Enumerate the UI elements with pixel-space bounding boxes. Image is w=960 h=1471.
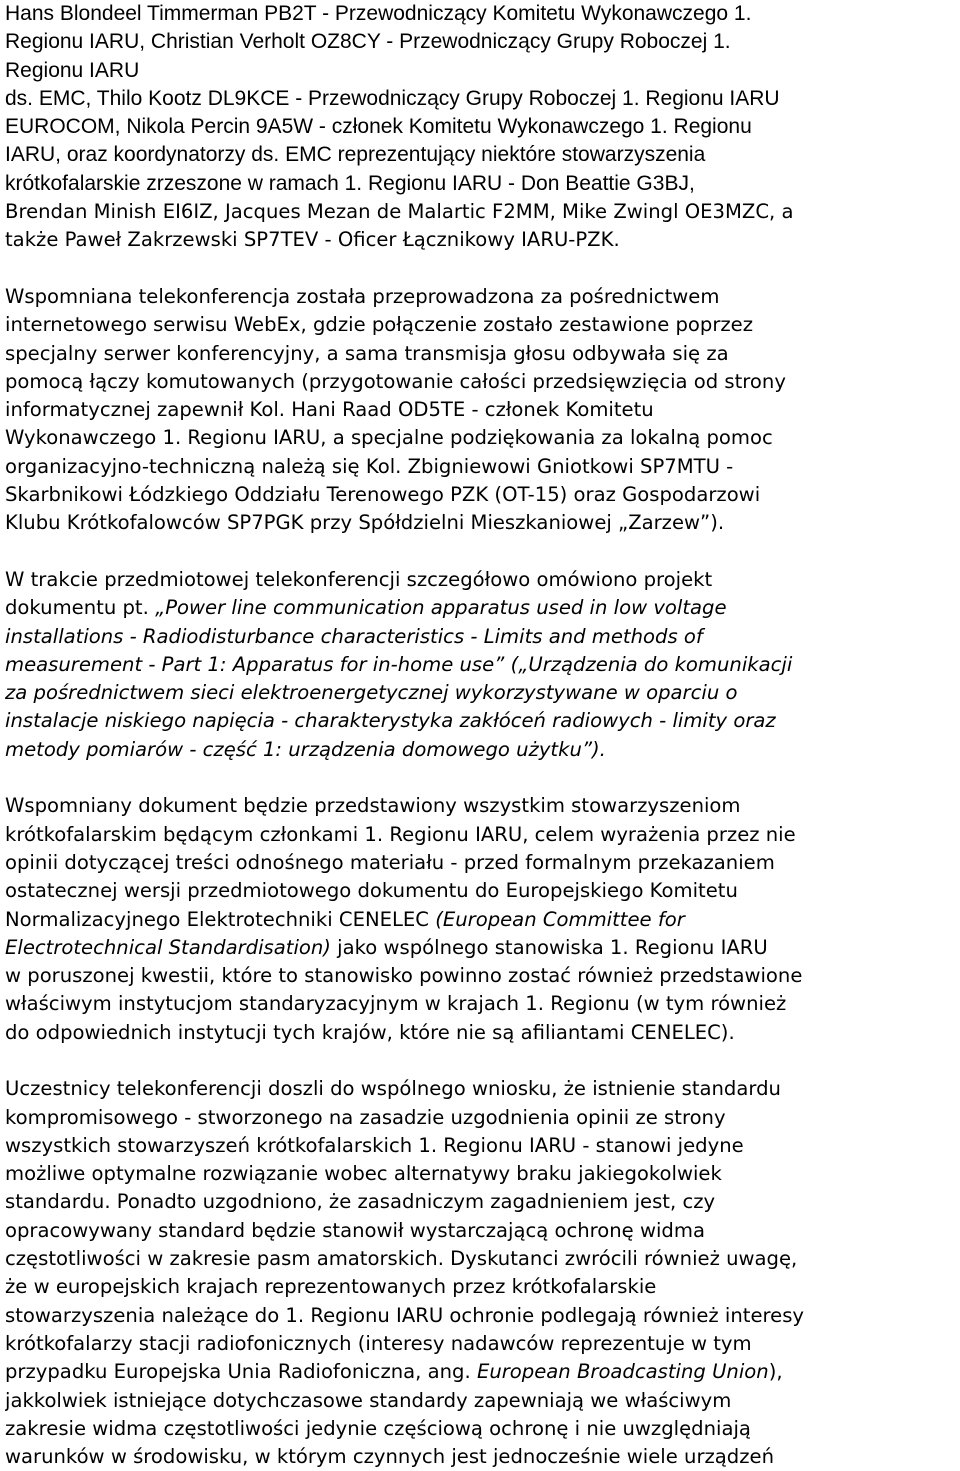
text-segment-italic: (European Committee for: [435, 907, 685, 931]
text-line: Skarbnikowi Łódzkiego Oddziału Terenowego PZK (OT-15) oraz Gospodarzowi: [5, 483, 761, 507]
text-line: właściwym instytucjom standaryzacyjnym w krajach 1. Regionu (w tym również: [5, 992, 787, 1016]
text-line: organizacyjno-techniczną należą się Kol. Zbigniewowi Gniotkowi SP7MTU -: [5, 454, 734, 478]
text-line: [5, 906, 957, 934]
text-line: kompromisowego - stworzonego na zasadzie uzgodnienia opinii ze strony: [5, 1105, 726, 1129]
text-segment: Normalizacyjnego Elektrotechniki CENELEC: [5, 907, 436, 931]
text-line: [5, 594, 957, 622]
document-page: [5, 0, 957, 1471]
text-line: W trakcie przedmiotowej telekonferencji szczegółowo omówiono projekt: [5, 567, 713, 591]
paragraph-gap: [5, 1047, 957, 1075]
text-line: opracowywany standard będzie stanowił wystarczającą ochronę widma: [5, 1218, 705, 1242]
text-line: Wspomniana telekonferencja została przeprowadzona za pośrednictwem: [5, 284, 720, 308]
text-line: installations - Radiodisturbance characteristics - Limits and methods of: [5, 624, 703, 648]
participants-paragraph: [5, 0, 957, 255]
conclusion-paragraph: [5, 1075, 957, 1471]
text-line: częstotliwości w zakresie pasm amatorskich. Dyskutanci zwrócili również uwagę,: [5, 1247, 798, 1271]
text-segment-italic: Electrotechnical Standardisation): [5, 935, 331, 959]
text-line: measurement - Part 1: Apparatus for in-home use” („Urządzenia do komunikacji: [5, 652, 793, 676]
text-segment: jako wspólnego stanowiska 1. Regionu IARU: [330, 935, 768, 959]
text-segment: przypadku Europejska Unia Radiofoniczna, ang.: [5, 1360, 477, 1384]
text-line: standardu. Ponadto uzgodniono, że zasadniczym zagadnieniem jest, czy: [5, 1190, 716, 1214]
text-line: krótkofalarskie zrzeszone w ramach 1. Regionu IARU - Don Beattie G3BJ,: [5, 171, 695, 195]
text-line: że w europejskich krajach reprezentowanych przez krótkofalarskie: [5, 1275, 657, 1299]
text-line: Regionu IARU, Christian Verholt OZ8CY - Przewodniczący Grupy Roboczej 1.: [5, 30, 731, 54]
text-line: Wspomniany dokument będzie przedstawiony wszystkim stowarzyszeniom: [5, 794, 741, 818]
text-line: w poruszonej kwestii, które to stanowisko powinno zostać również przedstawione: [5, 964, 803, 988]
text-line: jakkolwiek istniejące dotychczasowe standardy zapewniają we właściwym: [5, 1388, 732, 1412]
text-line: Regionu IARU: [5, 58, 140, 82]
text-line: do odpowiednich instytucji tych krajów, które nie są afiliantami CENELEC).: [5, 1020, 735, 1044]
paragraph-gap: [5, 255, 957, 283]
text-line: informatycznej zapewnił Kol. Hani Raad OD5TE - członek Komitetu: [5, 398, 654, 422]
text-line: krótkofalarskim będącym członkami 1. Regionu IARU, celem wyrażenia przez nie: [5, 822, 796, 846]
text-line: pomocą łączy komutowanych (przygotowanie całości przedsięwzięcia od strony: [5, 369, 786, 393]
text-line: IARU, oraz koordynatorzy ds. EMC reprezentujący niektóre stowarzyszenia: [5, 143, 706, 167]
text-line: warunków w środowisku, w którym czynnych jest jednocześnie wiele urządzeń: [5, 1445, 774, 1469]
document-title-italic: „Power line communication apparatus used in low voltage: [155, 596, 727, 620]
paragraph-gap: [5, 538, 957, 566]
text-line: także Paweł Zakrzewski SP7TEV - Oficer Łącznikowy IARU-PZK.: [5, 228, 620, 252]
text-line: Klubu Krótkofalowców SP7PGK przy Spółdzielni Mieszkaniowej „Zarzew”).: [5, 511, 725, 535]
text-line: ostatecznej wersji przedmiotowego dokumentu do Europejskiego Komitetu: [5, 879, 738, 903]
text-line: EUROCOM, Nikola Percin 9A5W - członek Komitetu Wykonawczego 1. Regionu: [5, 115, 752, 139]
text-line: opinii dotyczącej treści odnośnego materiału - przed formalnym przekazaniem: [5, 850, 775, 874]
text-segment-italic: European Broadcasting Union: [476, 1360, 769, 1384]
paragraph-gap: [5, 764, 957, 792]
text-segment: ),: [768, 1360, 783, 1384]
text-line: [5, 934, 957, 962]
text-line: za pośrednictwem sieci elektroenergetycznej wykorzystywane w oparciu o: [5, 681, 738, 705]
text-line: Uczestnicy telekonferencji doszli do wspólnego wniosku, że istnienie standardu: [5, 1077, 781, 1101]
text-line: specjalny serwer konferencyjny, a sama transmisja głosu odbywała się za: [5, 341, 729, 365]
text-line: instalacje niskiego napięcia - charakterystyka zakłóceń radiowych - limity oraz: [5, 709, 776, 733]
text-line: zakresie widma częstotliwości jedynie częściową ochronę i nie uwzględniają: [5, 1416, 751, 1440]
text-line: krótkofalarzy stacji radiofonicznych (interesy nadawców reprezentuje w tym: [5, 1331, 752, 1355]
document-title-paragraph: [5, 566, 957, 764]
telekonferencja-paragraph: [5, 283, 957, 538]
text-line: metody pomiarów - część 1: urządzenia domowego użytku”).: [5, 737, 606, 761]
text-line: ds. EMC, Thilo Kootz DL9KCE - Przewodniczący Grupy Roboczej 1. Regionu IARU: [5, 86, 780, 110]
text-line: [5, 1358, 957, 1386]
text-line: internetowego serwisu WebEx, gdzie połączenie zostało zestawione poprzez: [5, 313, 754, 337]
text-line: wszystkich stowarzyszeń krótkofalarskich 1. Regionu IARU - stanowi jedyne: [5, 1133, 744, 1157]
text-line: stowarzyszenia należące do 1. Regionu IARU ochronie podlegają również interesy: [5, 1303, 804, 1327]
text-line: Wykonawczego 1. Regionu IARU, a specjalne podziękowania za lokalną pomoc: [5, 426, 773, 450]
text-line: Hans Blondeel Timmerman PB2T - Przewodniczący Komitetu Wykonawczego 1.: [5, 2, 752, 25]
text-line: możliwe optymalne rozwiązanie wobec alternatywy braku jakiegokolwiek: [5, 1162, 722, 1186]
text-segment: dokumentu pt.: [5, 596, 156, 620]
cenelec-paragraph: [5, 792, 957, 1047]
text-line: Brendan Minish EI6IZ, Jacques Mezan de Malartic F2MM, Mike Zwingl OE3MZC, a: [5, 200, 794, 224]
